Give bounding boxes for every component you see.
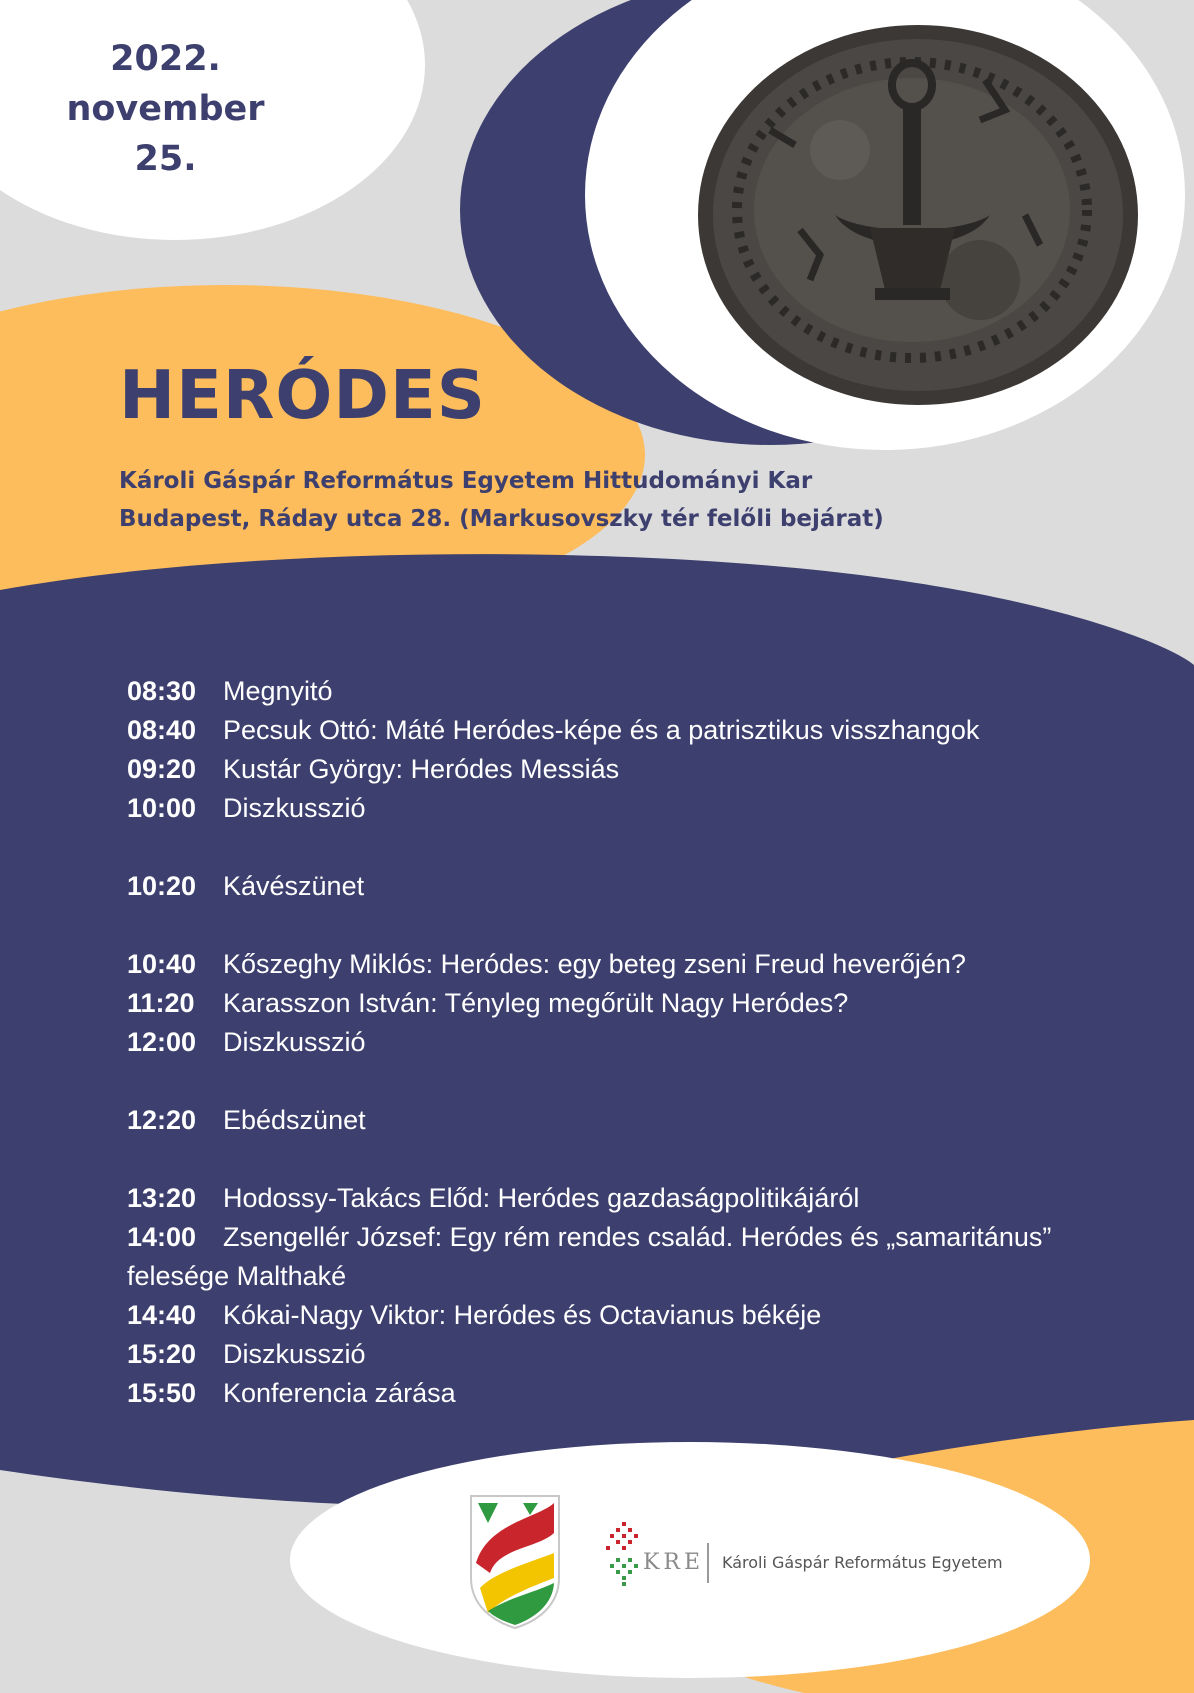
program-row <box>127 984 1147 1023</box>
date-year: 2022. <box>110 39 221 79</box>
program-item: Kustár György: Heródes Messiás <box>223 754 620 784</box>
program-item: Diszkusszió <box>223 1027 366 1057</box>
program-row <box>127 1374 1147 1413</box>
kre-letters: KRE <box>643 1550 705 1575</box>
selye-university-logo <box>468 1493 562 1631</box>
poster-title: HERÓDES <box>119 356 487 434</box>
program-row <box>127 711 1147 750</box>
program-item: Pecsuk Ottó: Máté Heródes-képe és a patrisztikus visszhangok <box>223 715 980 745</box>
program-item: Ebédszünet <box>223 1105 366 1135</box>
coin-image <box>698 25 1138 405</box>
program-time: 10:20 <box>127 871 197 901</box>
program-item: Kókai-Nagy Viktor: Heródes és Octavianus békéje <box>223 1300 822 1330</box>
program-row <box>127 672 1147 711</box>
program-item: Kávészünet <box>223 871 365 901</box>
program-time: 11:20 <box>127 988 195 1018</box>
program-time: 15:50 <box>127 1378 197 1408</box>
kre-logo-mark <box>606 1520 642 1590</box>
program-row <box>127 1179 1147 1218</box>
program-row <box>127 750 1147 789</box>
program-time: 10:40 <box>127 949 197 979</box>
venue-address: Budapest, Ráday utca 28. (Markusovszky tér felőli bejárat) <box>119 506 884 532</box>
date-day: november 25. <box>66 89 265 179</box>
program-time: 14:00 <box>127 1222 197 1252</box>
program-time: 09:20 <box>127 754 197 784</box>
program-row <box>127 867 1147 906</box>
venue-institution: Károli Gáspár Református Egyetem Hittudományi Kar <box>119 468 813 494</box>
event-date <box>38 34 293 184</box>
program-item: Megnyitó <box>223 676 333 706</box>
program-list <box>127 672 1147 1413</box>
kre-divider <box>707 1543 709 1583</box>
program-time: 14:40 <box>127 1300 197 1330</box>
venue-block <box>119 462 884 538</box>
program-item: Zsengellér József: Egy rém rendes család. Heródes és „samaritánus” felesége Malthaké <box>127 1222 1052 1291</box>
program-item: Hodossy-Takács Előd: Heródes gazdaságpolitikájáról <box>223 1183 860 1213</box>
program-row <box>127 945 1147 984</box>
program-time: 12:20 <box>127 1105 197 1135</box>
program-time: 12:00 <box>127 1027 197 1057</box>
program-row <box>127 1335 1147 1374</box>
program-row <box>127 1101 1147 1140</box>
program-time: 08:30 <box>127 676 197 706</box>
kre-university-name: Károli Gáspár Református Egyetem <box>722 1553 1003 1572</box>
program-item: Karasszon István: Tényleg megőrült Nagy Heródes? <box>223 988 849 1018</box>
program-item: Konferencia zárása <box>223 1378 456 1408</box>
program-time: 15:20 <box>127 1339 197 1369</box>
program-item: Kőszeghy Miklós: Heródes: egy beteg zseni Freud heverőjén? <box>223 949 966 979</box>
program-item: Diszkusszió <box>223 793 366 823</box>
program-time: 08:40 <box>127 715 197 745</box>
program-time: 10:00 <box>127 793 197 823</box>
program-item: Diszkusszió <box>223 1339 366 1369</box>
program-row <box>127 1218 1147 1296</box>
program-row <box>127 789 1147 828</box>
program-time: 13:20 <box>127 1183 197 1213</box>
program-row <box>127 1023 1147 1062</box>
program-row <box>127 1296 1147 1335</box>
